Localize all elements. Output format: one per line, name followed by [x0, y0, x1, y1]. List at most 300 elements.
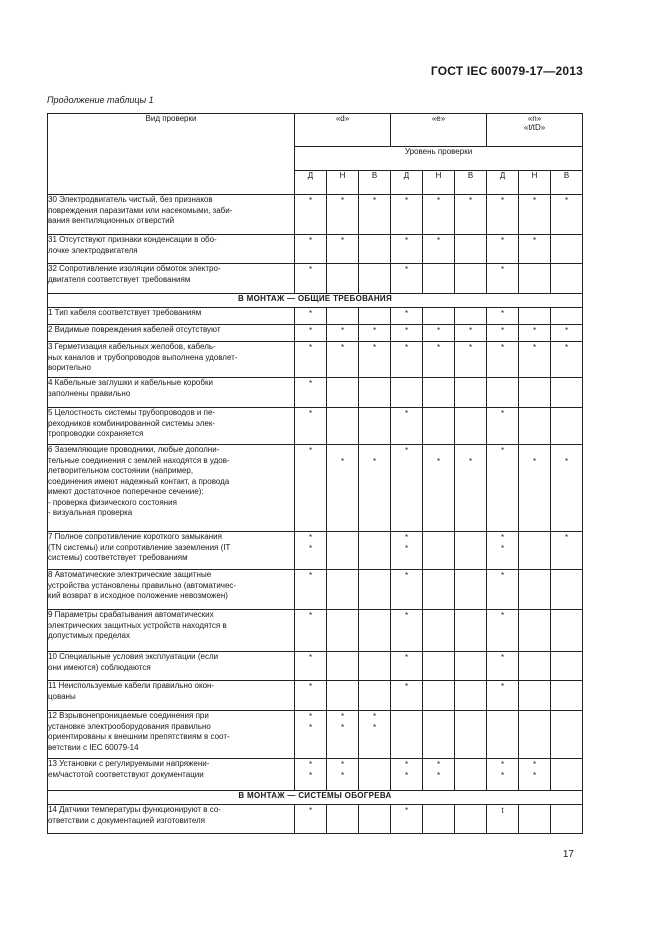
mark: *: [404, 309, 409, 318]
mark: *: [308, 309, 313, 318]
mark: *: [500, 611, 505, 620]
mark: *: [308, 533, 313, 542]
mark: *: [404, 806, 409, 815]
level-mark-cell: [327, 308, 359, 325]
description-line: кий возврат в исходное положение невозможен): [48, 591, 228, 600]
level-mark-cell: [487, 445, 519, 532]
level-mark-cell: [295, 805, 327, 834]
check-description: [48, 570, 295, 610]
level-mark-cell: [295, 408, 327, 445]
description-line: установке электрооборудования правильно: [48, 721, 211, 731]
description-line: - проверка физического состояния: [48, 497, 177, 507]
level-mark-cell: [295, 264, 327, 294]
level-mark-cell: [391, 610, 423, 652]
level-mark-cell: [487, 378, 519, 408]
description-line: ветствии с IEC 60079-14: [48, 742, 139, 752]
mark-visual: [295, 456, 326, 467]
description-line: 1 Тип кабеля соответствует требованиям: [48, 308, 202, 317]
level-mark-cell: [327, 652, 359, 681]
level-mark-cell: [455, 711, 487, 759]
level-mark-cell: [391, 532, 423, 570]
section-title: В МОНТАЖ — СИСТЕМЫ ОБОГРЕВА: [48, 791, 583, 805]
check-description: [48, 759, 295, 791]
level-mark-cell: [519, 342, 551, 378]
mark: *: [308, 409, 313, 418]
protection-type-header: [295, 114, 391, 147]
level-mark-cell: [327, 711, 359, 759]
description-line: летворительном состоянии (например,: [48, 466, 194, 475]
level-mark-cell: [519, 308, 551, 325]
protection-type-header: [391, 114, 487, 147]
mark-visual: *: [372, 457, 377, 466]
mark: *: [404, 771, 409, 780]
level-mark-cell: [391, 408, 423, 445]
level-mark-cell: [327, 681, 359, 711]
mark-physical: [455, 445, 486, 456]
level-mark-cell: [551, 325, 583, 342]
description-line: двигателя соответствует требованиям: [48, 274, 191, 284]
mark: *: [308, 653, 313, 662]
level-mark-cell: [327, 408, 359, 445]
level-header: Д: [487, 171, 519, 195]
table-row: [48, 408, 583, 445]
description-line: они имеются) соблюдаются: [48, 662, 151, 672]
level-mark-cell: [455, 570, 487, 610]
description-line: 6 Заземляющие проводники, любые дополни-: [48, 445, 220, 454]
mark-physical: [519, 445, 550, 456]
standard-designation: ГОСТ IEC 60079-17—2013: [430, 64, 583, 78]
mark: *: [404, 682, 409, 691]
level-mark-cell: [487, 195, 519, 235]
check-description: [48, 445, 295, 532]
level-mark-cell: [519, 445, 551, 532]
level-mark-cell: [295, 308, 327, 325]
description-line: 4 Кабельные заглушки и кабельные коробки: [48, 378, 213, 387]
description-line: электрических защитных устройств находятся в: [48, 620, 227, 630]
mark: *: [500, 571, 505, 580]
mark: *: [500, 533, 505, 542]
mark: *: [532, 343, 537, 352]
level-header: В: [359, 171, 391, 195]
protection-type-label-2: «t/tD»: [523, 123, 546, 132]
level-mark-cell: [327, 342, 359, 378]
check-description: [48, 408, 295, 445]
level-mark-cell: [519, 711, 551, 759]
table-row: [48, 342, 583, 378]
mark: *: [468, 326, 473, 335]
table-row: [48, 235, 583, 264]
mark: *: [372, 326, 377, 335]
level-mark-cell: [551, 195, 583, 235]
mark-physical: [551, 445, 582, 456]
check-description: [48, 325, 295, 342]
level-mark-cell: [455, 342, 487, 378]
level-header: Д: [295, 171, 327, 195]
level-mark-cell: [551, 235, 583, 264]
level-mark-cell: [455, 652, 487, 681]
level-mark-cell: [423, 378, 455, 408]
level-mark-cell: [327, 805, 359, 834]
level-mark-cell: [551, 445, 583, 532]
mark: *: [532, 771, 537, 780]
mark-physical: [423, 445, 454, 456]
table-row: [48, 264, 583, 294]
level-mark-cell: [551, 308, 583, 325]
mark: *: [308, 682, 313, 691]
level-mark-cell: [551, 570, 583, 610]
level-mark-cell: [295, 610, 327, 652]
mark: *: [404, 409, 409, 418]
description-line: ворительно: [48, 363, 91, 372]
table-row: [48, 532, 583, 570]
level-mark-cell: [359, 308, 391, 325]
mark: *: [308, 760, 313, 769]
level-mark-cell: [519, 408, 551, 445]
mark: *: [564, 326, 569, 335]
description-line: лочке электродвигателя: [48, 245, 138, 255]
mark-visual: *: [532, 457, 537, 466]
table-row: [48, 570, 583, 610]
protection-type-label: «n»: [527, 114, 542, 123]
inspection-table: [47, 113, 583, 834]
level-mark-cell: [327, 610, 359, 652]
level-mark-cell: [295, 325, 327, 342]
description-line: ных каналов и трубопроводов выполнена удовлет-: [48, 352, 238, 362]
level-mark-cell: [487, 264, 519, 294]
level-mark-cell: [423, 805, 455, 834]
level-mark-cell: [295, 378, 327, 408]
level-mark-cell: [519, 264, 551, 294]
mark: *: [308, 265, 313, 274]
level-mark-cell: [359, 681, 391, 711]
mark: *: [308, 611, 313, 620]
description-line: 14 Датчики температуры функционируют в со-: [48, 805, 221, 814]
description-line: 32 Сопротивление изоляции обмоток электро-: [48, 264, 221, 273]
mark: *: [532, 760, 537, 769]
table-row: [48, 805, 583, 834]
level-mark-cell: [391, 264, 423, 294]
mark: *: [404, 571, 409, 580]
level-mark-cell: [391, 195, 423, 235]
mark: *: [564, 343, 569, 352]
page-number: 17: [562, 849, 574, 860]
description-line: 31 Отсутствуют признаки конденсации в обо-: [48, 235, 217, 244]
mark-physical: [359, 445, 390, 456]
description-line: ориентированы к внешним препятствиям в соот-: [48, 732, 230, 741]
table-caption: Продолжение таблицы 1: [47, 95, 154, 105]
level-mark-cell: [295, 759, 327, 791]
description-line: (TN системы) или сопротивление заземления (IT: [48, 542, 231, 552]
level-mark-cell: [487, 532, 519, 570]
level-mark-cell: [455, 610, 487, 652]
mark: *: [308, 712, 313, 721]
section-row: [48, 294, 583, 308]
mark: *: [308, 806, 313, 815]
mark: *: [436, 236, 441, 245]
description-line: цованы: [48, 691, 76, 701]
mark: *: [532, 326, 537, 335]
mark: *: [340, 712, 345, 721]
mark: *: [500, 544, 505, 553]
level-mark-cell: [423, 681, 455, 711]
description-line: устройства установлены правильно (автоматичес-: [48, 580, 237, 590]
level-mark-cell: [423, 195, 455, 235]
mark-physical: *: [404, 446, 409, 455]
header-row: [48, 114, 583, 147]
level-mark-cell: [487, 235, 519, 264]
level-mark-cell: [327, 532, 359, 570]
mark: *: [372, 343, 377, 352]
level-mark-cell: [551, 711, 583, 759]
level-mark-cell: [487, 408, 519, 445]
level-mark-cell: [423, 711, 455, 759]
level-mark-cell: [295, 711, 327, 759]
table-row: [48, 681, 583, 711]
level-mark-cell: [359, 445, 391, 532]
table-row: [48, 759, 583, 791]
level-mark-cell: [359, 195, 391, 235]
level-mark-cell: [359, 408, 391, 445]
level-mark-cell: [423, 759, 455, 791]
level-mark-cell: [295, 532, 327, 570]
level-mark-cell: [295, 445, 327, 532]
mark: *: [340, 326, 345, 335]
description-line: повреждения паразитами или насекомыми, заби-: [48, 205, 233, 215]
table-row: [48, 325, 583, 342]
level-mark-cell: [295, 342, 327, 378]
mark: *: [468, 196, 473, 205]
protection-type-header: [487, 114, 583, 147]
level-mark-cell: [359, 711, 391, 759]
mark: *: [436, 760, 441, 769]
mark: *: [436, 771, 441, 780]
mark: *: [372, 723, 377, 732]
level-mark-cell: [519, 805, 551, 834]
mark: *: [340, 236, 345, 245]
level-mark-cell: [295, 195, 327, 235]
description-line: соединения имеют надежный контакт, а провода: [48, 476, 230, 486]
table-row: [48, 652, 583, 681]
level-mark-cell: [327, 570, 359, 610]
level-mark-cell: [551, 378, 583, 408]
mark: *: [564, 196, 569, 205]
mark: *: [340, 196, 345, 205]
mark: *: [308, 196, 313, 205]
mark: *: [500, 343, 505, 352]
level-mark-cell: [327, 325, 359, 342]
mark: *: [340, 771, 345, 780]
level-mark-cell: [423, 532, 455, 570]
level-mark-cell: [487, 652, 519, 681]
level-mark-cell: [487, 610, 519, 652]
mark: *: [500, 196, 505, 205]
description-line: вания вентиляционных отверстий: [48, 216, 175, 225]
section-row: [48, 791, 583, 805]
level-mark-cell: [423, 325, 455, 342]
description-line: 30 Электродвигатель чистый, без признаков: [48, 195, 213, 204]
check-description: [48, 264, 295, 294]
level-mark-cell: [487, 342, 519, 378]
level-mark-cell: [359, 264, 391, 294]
level-mark-cell: [391, 681, 423, 711]
mark: *: [308, 771, 313, 780]
mark-physical: *: [500, 446, 505, 455]
check-description: [48, 532, 295, 570]
level-mark-cell: [423, 610, 455, 652]
level-mark-cell: [423, 342, 455, 378]
level-mark-cell: [359, 652, 391, 681]
level-mark-cell: [519, 378, 551, 408]
check-description: [48, 342, 295, 378]
level-mark-cell: [359, 378, 391, 408]
level-mark-cell: [391, 805, 423, 834]
level-mark-cell: [359, 235, 391, 264]
level-mark-cell: [519, 195, 551, 235]
level-mark-cell: [455, 264, 487, 294]
description-line: системы) соответствует требованиям: [48, 553, 188, 562]
level-mark-cell: [359, 805, 391, 834]
check-description: [48, 308, 295, 325]
level-mark-cell: [487, 759, 519, 791]
mark-physical: *: [308, 446, 313, 455]
description-line: 9 Параметры срабатывания автоматических: [48, 610, 214, 619]
description-line: 11 Неиспользуемые кабели правильно окон-: [48, 681, 215, 690]
level-mark-cell: [359, 759, 391, 791]
level-mark-cell: [519, 570, 551, 610]
level-header: В: [551, 171, 583, 195]
level-mark-cell: [455, 378, 487, 408]
level-mark-cell: [423, 264, 455, 294]
mark: *: [372, 196, 377, 205]
mark: *: [404, 611, 409, 620]
column-header-check-type: Вид проверки: [48, 114, 295, 195]
mark: *: [340, 343, 345, 352]
mark: *: [308, 326, 313, 335]
mark: *: [340, 760, 345, 769]
mark: *: [308, 544, 313, 553]
level-mark-cell: [327, 264, 359, 294]
description-line: 2 Видимые повреждения кабелей отсутствуют: [48, 325, 221, 334]
level-mark-cell: [391, 570, 423, 610]
level-mark-cell: [391, 325, 423, 342]
check-description: [48, 805, 295, 834]
mark: *: [372, 712, 377, 721]
check-description: [48, 378, 295, 408]
description-line: реходников комбинированной системы элек-: [48, 418, 215, 428]
mark: *: [532, 196, 537, 205]
mark: *: [404, 544, 409, 553]
mark: *: [308, 723, 313, 732]
mark: *: [500, 653, 505, 662]
check-description: [48, 711, 295, 759]
mark: *: [404, 343, 409, 352]
level-mark-cell: [359, 325, 391, 342]
description-line: 8 Автоматические электрические защитные: [48, 570, 212, 579]
level-header: Д: [391, 171, 423, 195]
mark-visual: *: [340, 457, 345, 466]
mark: *: [340, 723, 345, 732]
mark: *: [308, 343, 313, 352]
mark: *: [404, 533, 409, 542]
mark: *: [500, 236, 505, 245]
level-mark-cell: [519, 681, 551, 711]
mark: t: [501, 806, 504, 815]
level-mark-cell: [487, 325, 519, 342]
mark-visual: [487, 456, 518, 467]
level-header: В: [455, 171, 487, 195]
level-mark-cell: [455, 759, 487, 791]
description-line: тропроводки сохраняется: [48, 429, 144, 438]
mark: *: [500, 265, 505, 274]
mark: *: [436, 326, 441, 335]
protection-type-label: «d»: [335, 114, 350, 123]
level-mark-cell: [391, 378, 423, 408]
level-mark-cell: [327, 195, 359, 235]
table-row: [48, 610, 583, 652]
table-row: [48, 711, 583, 759]
mark: *: [404, 326, 409, 335]
mark-visual: [391, 456, 422, 467]
level-mark-cell: [455, 325, 487, 342]
level-mark-cell: [327, 378, 359, 408]
mark: *: [436, 343, 441, 352]
description-line: 10 Специальные условия эксплуатации (если: [48, 652, 219, 661]
mark: *: [500, 409, 505, 418]
table-row: [48, 308, 583, 325]
level-mark-cell: [455, 445, 487, 532]
level-mark-cell: [295, 681, 327, 711]
level-mark-cell: [551, 264, 583, 294]
description-line: - визуальная проверка: [48, 508, 133, 517]
mark: *: [308, 571, 313, 580]
level-header: Н: [327, 171, 359, 195]
description-line: заполнены правильно: [48, 388, 131, 398]
level-mark-cell: [423, 308, 455, 325]
level-mark-cell: [423, 570, 455, 610]
level-mark-cell: [519, 759, 551, 791]
level-mark-cell: [455, 805, 487, 834]
mark: *: [500, 309, 505, 318]
mark: *: [404, 236, 409, 245]
level-mark-cell: [327, 235, 359, 264]
mark-visual: *: [468, 457, 473, 466]
table-row: [48, 378, 583, 408]
level-mark-cell: [295, 235, 327, 264]
protection-type-label: «e»: [431, 114, 446, 123]
level-mark-cell: [391, 759, 423, 791]
level-mark-cell: [455, 308, 487, 325]
level-mark-cell: [423, 408, 455, 445]
level-mark-cell: [519, 235, 551, 264]
level-mark-cell: [551, 759, 583, 791]
level-mark-cell: [551, 532, 583, 570]
mark-visual: *: [564, 457, 569, 466]
check-description: [48, 235, 295, 264]
level-mark-cell: [487, 570, 519, 610]
description-line: 7 Полное сопротивление короткого замыкания: [48, 532, 222, 541]
level-mark-cell: [519, 652, 551, 681]
level-mark-cell: [551, 610, 583, 652]
level-mark-cell: [423, 445, 455, 532]
level-mark-cell: [551, 652, 583, 681]
level-mark-cell: [487, 308, 519, 325]
mark: *: [532, 236, 537, 245]
description-line: допустимых пределах: [48, 631, 130, 640]
level-mark-cell: [519, 325, 551, 342]
section-title: В МОНТАЖ — ОБЩИЕ ТРЕБОВАНИЯ: [48, 294, 583, 308]
level-mark-cell: [551, 342, 583, 378]
level-mark-cell: [519, 532, 551, 570]
